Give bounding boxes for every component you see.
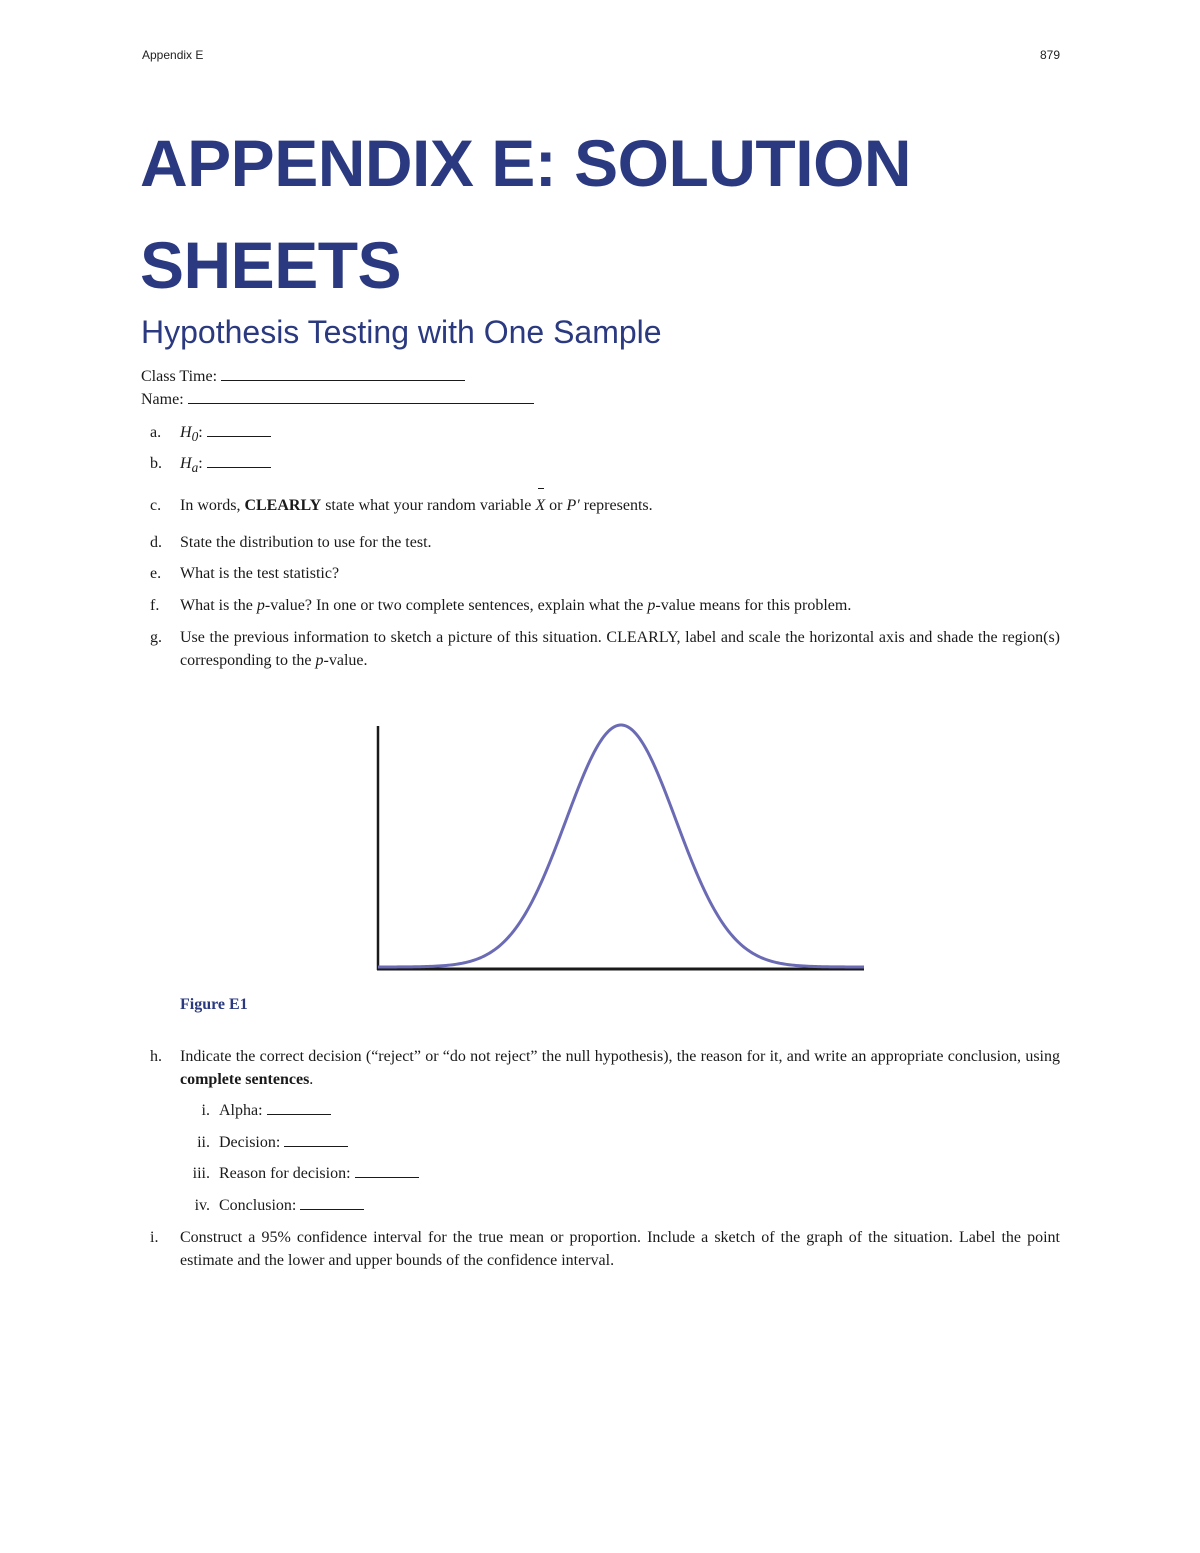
conclusion-blank[interactable] xyxy=(300,1195,364,1210)
page-title-line2: SHEETS xyxy=(140,228,402,302)
question-g-label: g. xyxy=(150,629,162,646)
decision-item-label: ii. xyxy=(197,1134,210,1151)
alpha-item-label: i. xyxy=(201,1102,210,1119)
question-h-text-end: . xyxy=(309,1071,314,1088)
name-field xyxy=(141,389,534,409)
alternative-hypothesis-subscript: a xyxy=(191,460,199,476)
bell-curve xyxy=(378,725,864,967)
colon: : xyxy=(198,424,203,441)
alpha-item-text: Alpha: xyxy=(219,1102,263,1119)
conclusion-item-text: Conclusion: xyxy=(219,1197,297,1214)
reason-item-label: iii. xyxy=(192,1165,210,1182)
null-hypothesis-blank[interactable] xyxy=(207,422,271,437)
page-number: 879 xyxy=(1039,48,1060,62)
question-c-text: In words, xyxy=(180,497,245,514)
question-b-label: b. xyxy=(150,455,162,472)
question-c-bold: CLEARLY xyxy=(244,497,322,514)
name-blank[interactable] xyxy=(188,389,534,404)
colon: : xyxy=(198,455,203,472)
page-title-line1: APPENDIX E: SOLUTION xyxy=(140,126,912,200)
question-c-or: or xyxy=(545,497,567,514)
p-symbol: p xyxy=(315,652,324,669)
question-i-text: Construct a 95% confidence interval for the true mean or proportion. Include a sketch of the graph of the situation. Label the point estimate and the lower and upper bounds of the confidence interval. xyxy=(180,1229,1060,1269)
question-g-text-end: -value. xyxy=(323,652,368,669)
page-title xyxy=(140,112,1080,316)
question-e-label: e. xyxy=(150,565,162,582)
question-f-label: f. xyxy=(150,597,160,614)
reason-item-text: Reason for decision: xyxy=(219,1165,351,1182)
figure-caption: Figure E1 xyxy=(180,996,248,1013)
question-a-label: a. xyxy=(150,424,162,441)
question-e-text: What is the test statistic? xyxy=(180,565,340,582)
question-c-text-end: represents. xyxy=(579,497,653,514)
question-f-text: What is the xyxy=(180,597,257,614)
question-i-label: i. xyxy=(150,1229,159,1246)
question-c-label: c. xyxy=(150,497,162,514)
question-c-text-mid: state what your random variable xyxy=(321,497,536,514)
question-f-text-end: -value means for this problem. xyxy=(655,597,852,614)
section-heading: Hypothesis Testing with One Sample xyxy=(141,314,662,350)
running-header-title: Appendix E xyxy=(142,48,204,62)
normal-curve-figure xyxy=(360,712,870,977)
question-f-text-mid: -value? In one or two complete sentences, explain what the xyxy=(264,597,648,614)
decision-item-text: Decision: xyxy=(219,1134,281,1151)
null-hypothesis-subscript: 0 xyxy=(191,429,199,445)
question-h-label: h. xyxy=(150,1048,162,1065)
x-bar-symbol: X xyxy=(535,494,545,517)
question-d-text: State the distribution to use for the test. xyxy=(180,534,432,551)
class-time-blank[interactable] xyxy=(221,366,465,381)
class-time-field xyxy=(141,366,465,386)
alternative-hypothesis-blank[interactable] xyxy=(207,453,271,468)
alternative-hypothesis-symbol: H xyxy=(180,455,192,472)
p-symbol: p xyxy=(647,597,656,614)
name-label: Name: xyxy=(141,391,184,408)
alpha-blank[interactable] xyxy=(267,1100,331,1115)
question-h-text: Indicate the correct decision (“reject” or “do not reject” the null hypothesis), the reason for it, and write an appropriate conclusion, using xyxy=(180,1048,1060,1065)
question-d-label: d. xyxy=(150,534,162,551)
conclusion-item-label: iv. xyxy=(194,1197,210,1214)
p-symbol: p xyxy=(256,597,265,614)
class-time-label: Class Time: xyxy=(141,368,218,385)
decision-blank[interactable] xyxy=(284,1132,348,1147)
question-g-text: Use the previous information to sketch a picture of this situation. CLEARLY, label and scale the horizontal axis and shade the region(s) corresponding to the xyxy=(180,629,1060,669)
null-hypothesis-symbol: H xyxy=(180,424,192,441)
reason-blank[interactable] xyxy=(355,1163,419,1178)
question-h-bold: complete sentences xyxy=(180,1071,310,1088)
p-prime-symbol: P′ xyxy=(566,497,580,514)
